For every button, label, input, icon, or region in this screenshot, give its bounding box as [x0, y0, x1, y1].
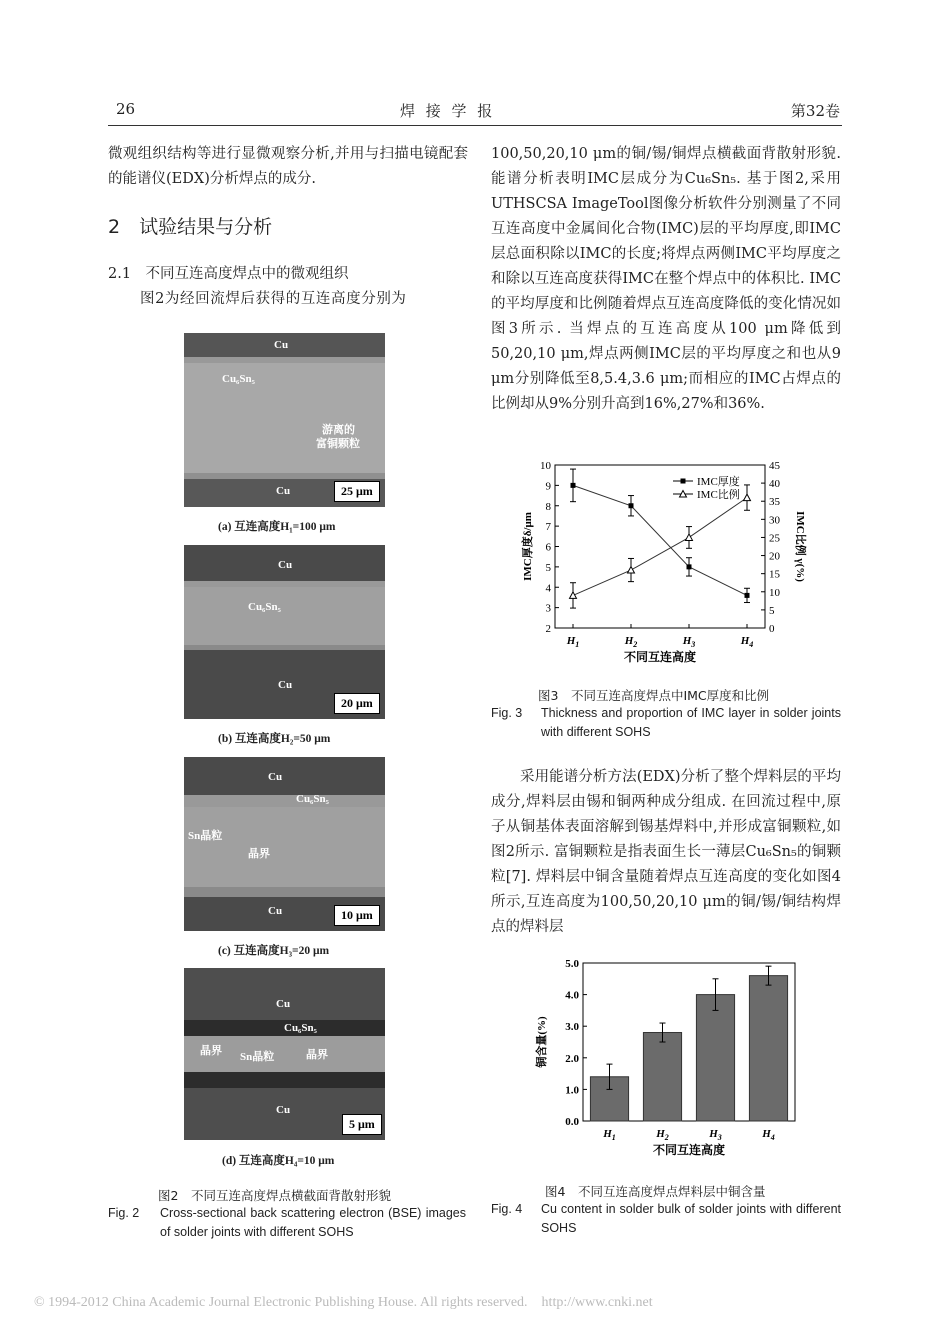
x-tick-label: $H_1$ [603, 1128, 616, 1142]
label-cu-rich-particles: 富铜颗粒 [316, 438, 360, 450]
x-tick-label: $H_4$ [762, 1128, 775, 1142]
y-tick-label: 5 [545, 561, 551, 574]
label-cu6sn5: Cu₆Sn₅ [284, 1022, 317, 1034]
x-tick-label: $H_2$ [656, 1128, 669, 1142]
fig4-caption-en-label: Fig. 4 [491, 1202, 523, 1216]
data-point [687, 564, 692, 569]
fig4-caption-cn: 图4 不同互连高度焊点焊料层中铜含量 [545, 1184, 766, 1199]
y2-tick-label: 35 [769, 496, 780, 509]
sem-image-c [184, 757, 385, 931]
y-tick-label: 8 [545, 500, 551, 513]
header-rule [108, 125, 842, 126]
label-cu6sn5: Cu₆Sn₅ [296, 793, 329, 805]
sem-image-d [184, 968, 385, 1140]
series-line [573, 485, 747, 595]
y2-tick-label: 20 [769, 550, 780, 563]
label-grain-boundary: 晶界 [248, 848, 270, 860]
x-tick-label: $H_3$ [682, 635, 696, 649]
x-tick-label: $H_3$ [709, 1128, 722, 1142]
bar [749, 976, 787, 1121]
y-tick-label: 7 [545, 521, 551, 534]
y2-tick-label: 15 [769, 568, 780, 581]
label-sn-grain: Sn晶粒 [240, 1051, 275, 1063]
y2-tick-label: 10 [769, 586, 780, 599]
legend-marker [681, 479, 686, 484]
label-cu-top: Cu [278, 559, 293, 571]
series-line [573, 498, 747, 596]
scale-bar: 20 μm [334, 693, 380, 714]
y-axis-label: 铜含量(%) [536, 1016, 548, 1068]
y-tick-label: 0.0 [565, 1116, 579, 1128]
subsection-heading: 2.1 不同互连高度焊点中的微观组织 [108, 266, 349, 282]
fig4-chart [525, 955, 815, 1167]
y2-tick-label: 0 [769, 623, 775, 635]
label-cu-bottom: Cu [278, 679, 293, 691]
fig2-intro-paragraph: 图2为经回流焊后获得的互连高度分别为 [140, 291, 407, 307]
data-point [629, 503, 634, 508]
label-cu-top: Cu [276, 998, 291, 1010]
y2-tick-label: 30 [769, 514, 780, 527]
sem-image-a [184, 333, 385, 507]
volume-label: 第32卷 [790, 102, 840, 120]
fig2a-caption: (a) 互连高度H₁=100 μm [218, 521, 336, 533]
copyright-footer: © 1994-2012 China Academic Journal Electronic Publishing House. All rights reserved. http://www.cnki.net [34, 1295, 653, 1310]
bar [643, 1033, 681, 1121]
y-tick-label: 4.0 [565, 989, 579, 1002]
fig4-caption-en: Cu content in solder bulk of solder joints with different SOHS [541, 1202, 841, 1235]
y-tick-label: 2 [545, 623, 551, 635]
label-cu-bottom: Cu [268, 905, 283, 917]
y-tick-label: 2.0 [565, 1052, 579, 1065]
x-tick-label: $H_4$ [740, 635, 754, 649]
x-axis-label: 不同互连高度 [623, 650, 697, 664]
fig2-caption-cn: 图2 不同互连高度焊点横截面背散射形貌 [158, 1188, 391, 1203]
y2-tick-label: 25 [769, 532, 780, 545]
y-tick-label: 3.0 [565, 1021, 579, 1034]
label-grain-boundary-2: 晶界 [306, 1049, 328, 1061]
label-cu6sn5: Cu₆Sn₅ [222, 373, 255, 385]
data-point [686, 534, 693, 541]
label-cu-top: Cu [274, 339, 289, 351]
y2-axis-label: IMC比例 γ(%) [794, 511, 806, 582]
label-grain-boundary: 晶界 [200, 1045, 222, 1057]
x-axis-label: 不同互连高度 [652, 1143, 726, 1157]
page-number: 26 [116, 100, 136, 118]
label-cu-bottom: Cu [276, 485, 291, 497]
label-sn-grain: Sn晶粒 [188, 830, 223, 842]
y2-tick-label: 40 [769, 478, 780, 491]
journal-name: 焊 接 学 报 [400, 102, 496, 120]
data-point [571, 483, 576, 488]
y-tick-label: 10 [540, 460, 551, 472]
fig3-caption-en: Thickness and proportion of IMC layer in solder joints with different SOHS [541, 706, 841, 739]
data-point [628, 567, 635, 574]
label-cu-bottom: Cu [276, 1104, 291, 1116]
data-point [744, 494, 751, 501]
y-tick-label: 4 [545, 582, 551, 595]
fig2d-caption: (d) 互连高度H₄=10 μm [222, 1155, 335, 1167]
section-heading: 2 试验结果与分析 [108, 216, 273, 238]
scale-bar: 5 μm [342, 1114, 382, 1135]
sem-image-b [184, 545, 385, 719]
fig2b-caption: (b) 互连高度H₂=50 μm [218, 733, 331, 745]
y-tick-label: 3 [545, 602, 551, 615]
intro-paragraph: 微观组织结构等进行显微观察分析,并用与扫描电镜配套的能谱仪(EDX)分析焊点的成分. [108, 146, 468, 187]
fig3-caption-cn: 图3 不同互连高度焊点中IMC厚度和比例 [538, 688, 770, 703]
label-cu-top: Cu [268, 771, 283, 783]
edx-paragraph: 采用能谱分析方法(EDX)分析了整个焊料层的平均成分,焊料层由锡和铜两种成分组成. 在回流过程中,原子从铜基体表面溶解到锡基焊料中,并形成富铜颗粒,如图2所示. 富铜颗粒是指表面生长一薄层Cu₆Sn₅的铜颗粒[7]. 焊料层中铜含量随着焊点互连高度的变化如图4所示,互连高度为100,50,20,10 μm的铜/锡/铜结构焊点的焊料层 [491, 769, 841, 935]
fig2c-caption: (c) 互连高度H₃=20 μm [218, 945, 330, 957]
scale-bar: 10 μm [334, 905, 380, 926]
results-paragraph: 100,50,20,10 μm的铜/锡/铜焊点横截面背散射形貌. 能谱分析表明IMC层成分为Cu₆Sn₅. 基于图2,采用UTHSCSA ImageTool图像分析软件分别测量了不同互连高度中金属间化合物(IMC)层的平均厚度,即IMC层总面积除以IMC的长度;将焊点两侧IMC平均厚度之和除以互连高度获得IMC在整个焊点中的体积比. IMC的平均厚度和比例随着焊点互连高度降低的变化情况如图3所示. 当焊点的互连高度从100 μm降低到50,20,10 μm,焊点两侧IMC层的平均厚度之和也从9 μm分别降低至8,5.4,3.6 μm;而相应的IMC占焊点的比例却从9%分别升高到16%,27%和36%. [491, 146, 841, 412]
y-axis-label: IMC厚度δ/μm [522, 512, 534, 581]
y-tick-label: 5.0 [565, 958, 579, 970]
fig2-caption-en: Cross-sectional back scattering electron (BSE) images of solder joints with different SOHS [160, 1206, 466, 1239]
y2-tick-label: 45 [769, 460, 780, 472]
fig3-chart [515, 453, 815, 665]
data-point [745, 593, 750, 598]
y-tick-label: 9 [545, 480, 551, 493]
x-tick-label: $H_1$ [566, 635, 580, 649]
scale-bar: 25 μm [334, 481, 380, 502]
y2-tick-label: 5 [769, 604, 775, 617]
fig3-caption-en-label: Fig. 3 [491, 706, 523, 720]
x-tick-label: $H_2$ [624, 635, 638, 649]
data-point [570, 592, 577, 599]
fig2-caption-en-label: Fig. 2 [108, 1206, 140, 1220]
bar [696, 995, 734, 1121]
label-cu6sn5: Cu₆Sn₅ [248, 601, 281, 613]
label-free-particles: 游离的 [322, 424, 355, 436]
y-tick-label: 1.0 [565, 1084, 579, 1097]
y-tick-label: 6 [545, 541, 551, 554]
legend-label: IMC比例 [697, 489, 740, 501]
legend-label: IMC厚度 [697, 476, 740, 488]
